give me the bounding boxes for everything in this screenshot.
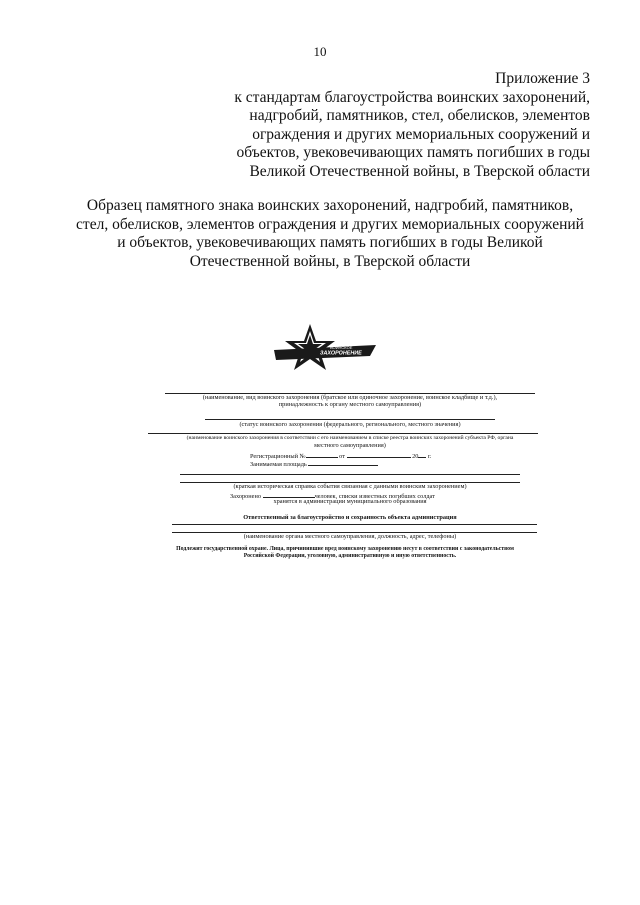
caption-status: (статус воинского захоронения (федерального, регионального, местного значения) (239, 421, 461, 428)
divider-line (180, 474, 520, 475)
document-title-line: Образец памятного знака воинских захоронений, надгробий, памятников, (86, 197, 574, 214)
caption-register-2: местного самоуправления) (314, 442, 386, 449)
appendix-header (210, 70, 590, 181)
responsible-text: Ответственный за благоустройство и сохранность объекта администрация (243, 514, 457, 521)
page-number: 10 (313, 44, 327, 59)
appendix-line: объектов, увековечивающих память погибших в годы (236, 144, 590, 161)
document-title-line: и объектов, увековечивающих память погибших в годы Великой (117, 234, 543, 251)
caption-register: (наименование воинского захоронения в соответствии с его наименованием в списке реестра воинских захоронений субъекта РФ, органа (186, 435, 514, 441)
divider-line (148, 433, 538, 434)
appendix-title: Приложение 3 (495, 70, 590, 87)
area-blank (308, 459, 378, 466)
caption-history: (краткая историческая справка события связанная с данными воинским захоронением) (233, 483, 467, 490)
reg-date-blank (347, 451, 411, 458)
reg-number-blank (306, 451, 338, 458)
protected-text-2: Российской Федерации, уголовную, административную и иную ответственность. (243, 553, 457, 559)
reg-year-blank (418, 451, 426, 458)
area-row (250, 459, 378, 468)
appendix-line: Великой Отечественной войны, в Тверской области (249, 162, 590, 180)
buried-label: Захоронено (230, 493, 261, 500)
document-title (70, 197, 590, 271)
appendix-line: к стандартам благоустройства воинских захоронений, (234, 88, 590, 106)
protected-text: Подлежит государственной охране. Лица, причинившие вред воинскому захоронению несут в соответствии с законодательством (176, 546, 514, 552)
buried-blank (263, 491, 315, 498)
reg-g: г. (427, 453, 432, 460)
divider-line (172, 524, 537, 525)
reg-year: 20 (412, 453, 419, 460)
caption-org: (наименование органа местного самоуправления, должность, адрес, телефоны) (243, 533, 457, 540)
reg-label: Регистрационный № (250, 453, 306, 460)
appendix-line: ограждения и других мемориальных сооружений и (252, 125, 590, 143)
divider-line (205, 419, 495, 420)
emblem-small-text: ВОИНСКОЕ (330, 345, 353, 350)
buried-text: человек, списки известных погибших солдат (314, 493, 435, 500)
reg-from: от (339, 453, 345, 460)
appendix-line: надгробий, памятников, стел, обелисков, элементов (249, 107, 590, 124)
emblem-main-text: ЗАХОРОНЕНИЕ (320, 350, 362, 357)
stored-text: хранятся в администрации муниципального образования (273, 498, 427, 505)
memorial-star-emblem-icon (272, 323, 380, 375)
area-label: Занимаемая площадь (250, 461, 307, 468)
caption-name-2: принадлежность к органу местного самоуправления) (278, 401, 422, 408)
document-title-line: Отечественной войны, в Тверской области (189, 252, 471, 270)
document-title-line: стел, обелисков, элементов ограждения и других мемориальных сооружений (76, 215, 584, 233)
caption-name: (наименование, вид воинского захоронения (братское или одиночное захоронение, воинское кладбище и т.д.), (202, 394, 498, 401)
